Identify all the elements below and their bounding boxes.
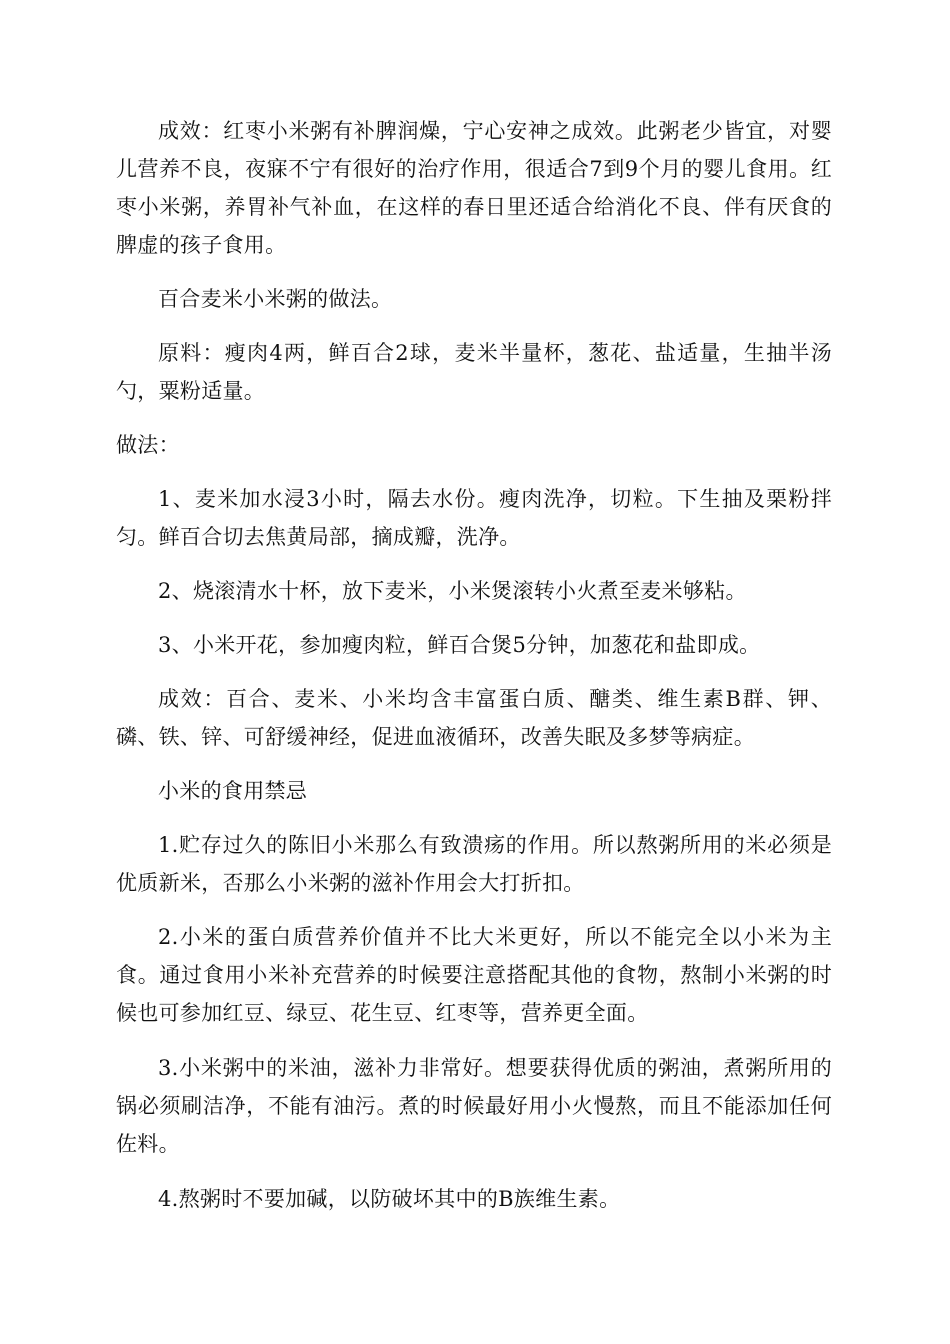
paragraph-step-3: 3、小米开花，参加瘦肉粒，鲜百合煲5分钟，加葱花和盐即成。 (158, 633, 761, 657)
paragraph-hongzao-effect: 成效：红枣小米粥有补脾润燥，宁心安神之成效。此粥老少皆宜，对婴儿营养不良，夜寐不宁有很好的治疗作用，很适合7到9个月的婴儿食用。红枣小米粥，养胃补气补血，在这样的春日里还适合给消化不良、伴有厌食的脾虚的孩子食用。 (116, 119, 832, 257)
paragraph-baihe-effect: 成效：百合、麦米、小米均含丰富蛋白质、醣类、维生素B群、钾、磷、铁、锌、可舒缓神经，促进血液循环，改善失眠及多梦等病症。 (116, 687, 832, 749)
paragraph-ingredients: 原料：瘦肉4两，鲜百合2球，麦米半量杯，葱花、盐适量，生抽半汤勺，粟粉适量。 (116, 341, 832, 403)
paragraph-taboo-3: 3.小米粥中的米油，滋补力非常好。想要获得优质的粥油，煮粥所用的锅必须刷洁净，不能有油污。煮的时候最好用小火慢熬，而且不能添加任何佐料。 (116, 1056, 832, 1156)
paragraph-step-1: 1、麦米加水浸3小时，隔去水份。瘦肉洗净，切粒。下生抽及栗粉拌匀。鲜百合切去焦黄局部，摘成瓣，洗净。 (116, 487, 832, 549)
paragraph-method-label: 做法： (116, 433, 180, 457)
paragraph-taboo-2: 2.小米的蛋白质营养价值并不比大米更好，所以不能完全以小米为主食。通过食用小米补充营养的时候要注意搭配其他的食物，熬制小米粥的时候也可参加红豆、绿豆、花生豆、红枣等，营养更全面。 (116, 925, 832, 1025)
paragraph-step-2: 2、烧滚清水十杯，放下麦米，小米煲滚转小火煮至麦米够粘。 (158, 579, 747, 603)
paragraph-taboo-4: 4.熬粥时不要加碱，以防破坏其中的B族维生素。 (158, 1187, 621, 1211)
paragraph-baihe-heading: 百合麦米小米粥的做法。 (158, 287, 393, 311)
paragraph-taboo-1: 1.贮存过久的陈旧小米那么有致溃疡的作用。所以熬粥所用的米必须是优质新米，否那么小米粥的滋补作用会大打折扣。 (116, 833, 832, 895)
paragraph-taboo-heading: 小米的食用禁忌 (158, 779, 308, 803)
